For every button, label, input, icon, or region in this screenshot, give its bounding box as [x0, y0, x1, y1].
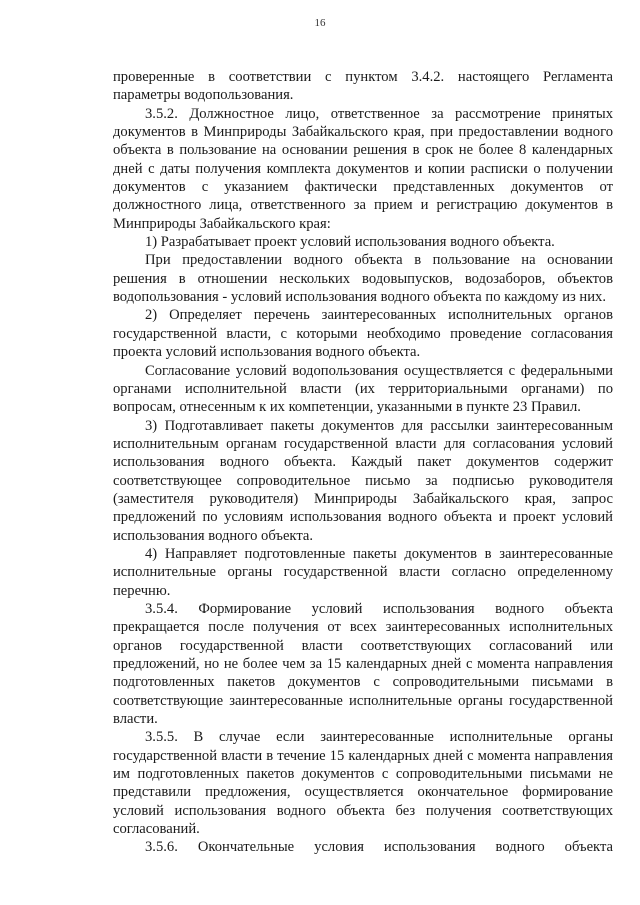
paragraph: 3.5.4. Формирование условий использования водного объекта прекращается после получения от всех заинтересованных исполнительных органов государственной власти соответствующих согласований или предложений, но не более чем за 15 календарных дней с момента направления подготовленных пакетов документов с сопроводительными письмами в соответствующие заинтересованные исполнительные органы государственной власти. — [113, 600, 613, 728]
paragraph: Согласование условий водопользования осуществляется с федеральными органами исполнительной власти (их территориальными органами) по вопросам, отнесенным к их компетенции, указанными в пункте 23 Правил. — [113, 362, 613, 416]
paragraph: 3.5.6. Окончательные условия использования водного объекта — [145, 839, 613, 856]
paragraph: проверенные в соответствии с пунктом 3.4.2. настоящего Регламента параметры водопользования. — [113, 69, 613, 104]
paragraph: 3.5.5. В случае если заинтересованные исполнительные органы государственной власти в течение 15 календарных дней с момента направления им подготовленных пакетов документов с сопроводительными письмами не представили предложения, осуществляется окончательное формирование условий использования водного объекта без получения соответствующих согласований. — [113, 729, 613, 838]
paragraph: 2) Определяет перечень заинтересованных исполнительных органов государственной власти, с которыми необходимо проведение согласования проекта условий использования водного объекта. — [113, 307, 613, 361]
paragraph: 3) Подготавливает пакеты документов для рассылки заинтересованным исполнительным органам государственной власти для согласования условий использования водного объекта. Каждый пакет документов содержит соответствующее сопроводительное письмо за подписью руководителя (заместителя руководителя) Минприроды Забайкальского края, запрос предложений по условиям использования водного объекта и проект условий использования водного объекта. — [113, 417, 613, 544]
paragraph: 1) Разрабатывает проект условий использования водного объекта. — [145, 234, 555, 251]
paragraph: 3.5.2. Должностное лицо, ответственное за рассмотрение принятых документов в Минприроды Забайкальского края, при предоставлении водного объекта в пользование на основании решения в срок не более 8 календарных дней с даты получения комплекта документов и копии расписки о получении документов с указанием фактически представленных документов от должностного лица, ответственного за прием и регистрацию документов в Минприроды Забайкальского края: — [113, 105, 613, 232]
paragraph: При предоставлении водного объекта в пользование на основании решения в отношении нескольких водовыпусков, водозаборов, объектов водопользования - условий использования водного объекта по каждому из них. — [113, 252, 613, 306]
document-body — [113, 68, 613, 857]
page-number: 16 — [314, 17, 326, 29]
paragraph: 4) Направляет подготовленные пакеты документов в заинтересованные исполнительные органы государственной власти согласно определенному перечню. — [113, 545, 613, 599]
